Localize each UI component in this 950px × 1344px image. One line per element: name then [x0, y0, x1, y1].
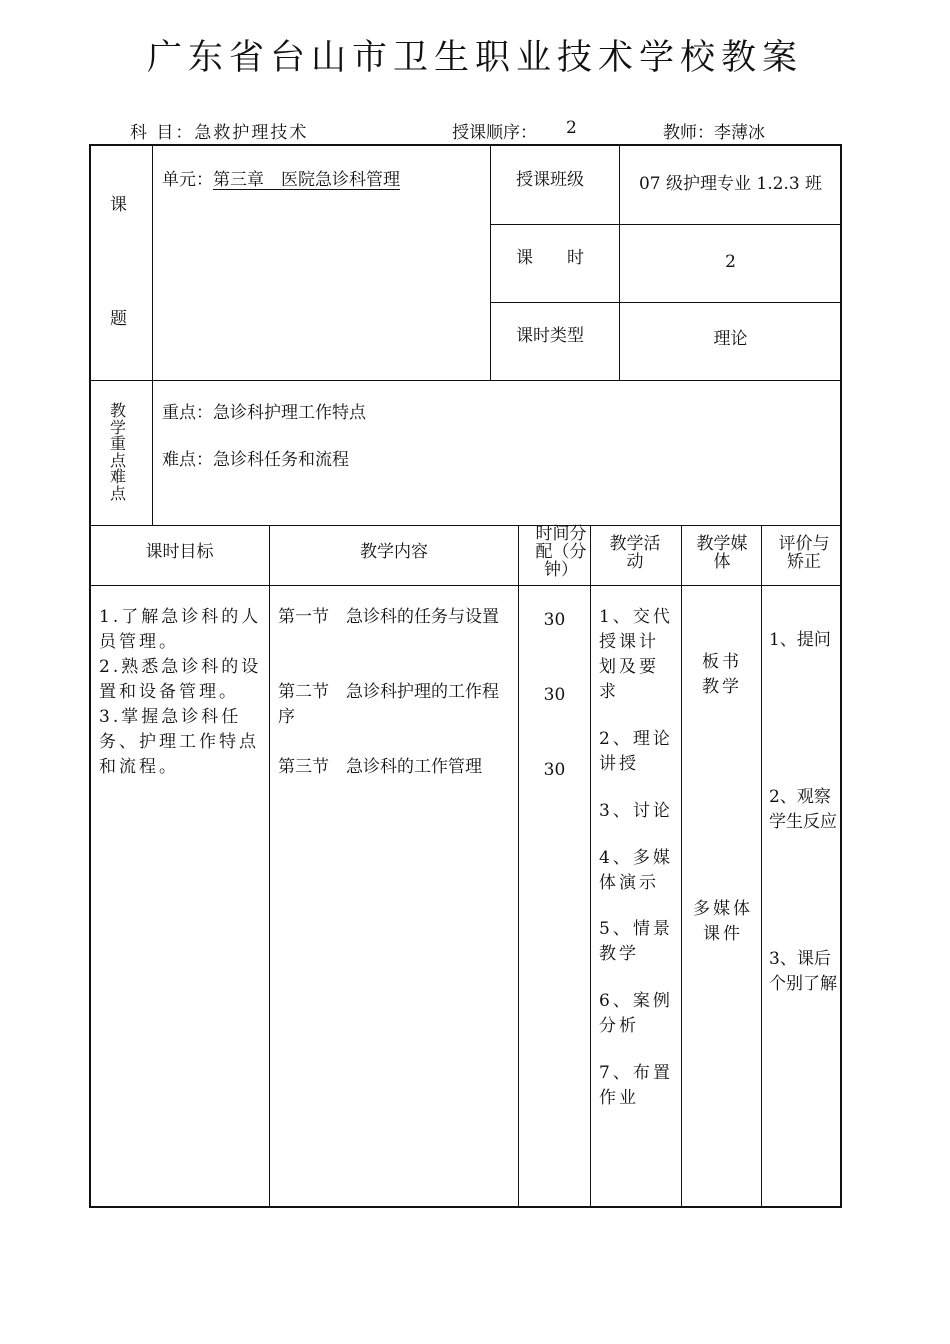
teacher-label: 教师：李薄冰: [663, 123, 765, 143]
activity-item: 1、交代授课计划及要求: [599, 607, 673, 702]
hours-value: 2: [725, 252, 736, 272]
unit-cell: [162, 168, 400, 193]
focus-text: 重点：急诊科护理工作特点: [162, 403, 366, 423]
class-value: 07 级护理专业 1.2.3 班: [638, 174, 823, 194]
header-media: 教学媒体: [696, 534, 748, 572]
column-divider: [490, 145, 491, 380]
topic-label-top: 课: [110, 195, 127, 215]
row-divider: [90, 525, 841, 526]
time-value: 30: [543, 685, 566, 705]
difficulty-text: 难点：急诊科任务和流程: [162, 450, 349, 470]
content-item: 第一节 急诊科的任务与设置: [278, 607, 499, 627]
row-divider: [490, 224, 841, 225]
objectives-text: 1.了解急诊科的人员管理。 2.熟悉急诊科的设置和设备管理。 3.掌握急诊科任务、护理工作特点和流程。: [99, 607, 262, 777]
order-value: 2: [566, 118, 579, 138]
column-divider: [761, 525, 762, 1207]
row-divider: [90, 380, 841, 381]
evaluation-item: 1、提问: [769, 630, 831, 650]
activity-item: 5、情景教学: [599, 919, 673, 964]
time-value: 30: [543, 760, 566, 780]
column-divider: [269, 525, 270, 1207]
page-title: 广东省台山市卫生职业技术学校教案: [146, 38, 803, 78]
row-divider: [490, 302, 841, 303]
unit-value: 第三章 医院急诊科管理: [213, 170, 400, 190]
header-evaluation: 评价与矫正: [778, 534, 830, 572]
evaluation-item: 2、观察学生反应: [769, 787, 837, 832]
header-activities: 教学活动: [609, 534, 661, 572]
key-points-label: 教学重点难点: [109, 401, 126, 503]
subject-label: 科 目：急救护理技术: [130, 123, 309, 143]
order-label: 授课顺序：: [452, 123, 537, 143]
column-divider: [681, 525, 682, 1207]
header-time: 时间分配（分钟）: [535, 524, 587, 580]
media-item: 多媒体课件: [693, 899, 753, 944]
media-item: 板书教学: [702, 652, 742, 697]
hours-label: 课 时: [516, 248, 584, 268]
activity-item: 7、布置作业: [599, 1063, 673, 1108]
row-divider: [90, 585, 841, 586]
activity-item: 4、多媒体演示: [599, 848, 673, 893]
type-value: 理论: [713, 329, 748, 349]
header-objectives: 课时目标: [145, 542, 214, 562]
column-divider: [590, 525, 591, 1207]
header-content: 教学内容: [360, 542, 428, 562]
column-divider: [152, 145, 153, 525]
content-item: 第三节 急诊科的工作管理: [278, 757, 482, 777]
time-value: 30: [543, 610, 566, 630]
class-label: 授课班级: [516, 170, 584, 190]
evaluation-item: 3、课后个别了解: [769, 949, 837, 994]
activity-item: 6、案例分析: [599, 991, 673, 1036]
content-item: 第二节 急诊科护理的工作程序: [278, 682, 499, 727]
topic-label-bottom: 题: [110, 309, 127, 329]
unit-label: 单元：: [162, 170, 213, 190]
activity-item: 2、理论讲授: [599, 729, 673, 774]
activity-item: 3、讨论: [599, 801, 673, 821]
type-label: 课时类型: [516, 326, 584, 346]
